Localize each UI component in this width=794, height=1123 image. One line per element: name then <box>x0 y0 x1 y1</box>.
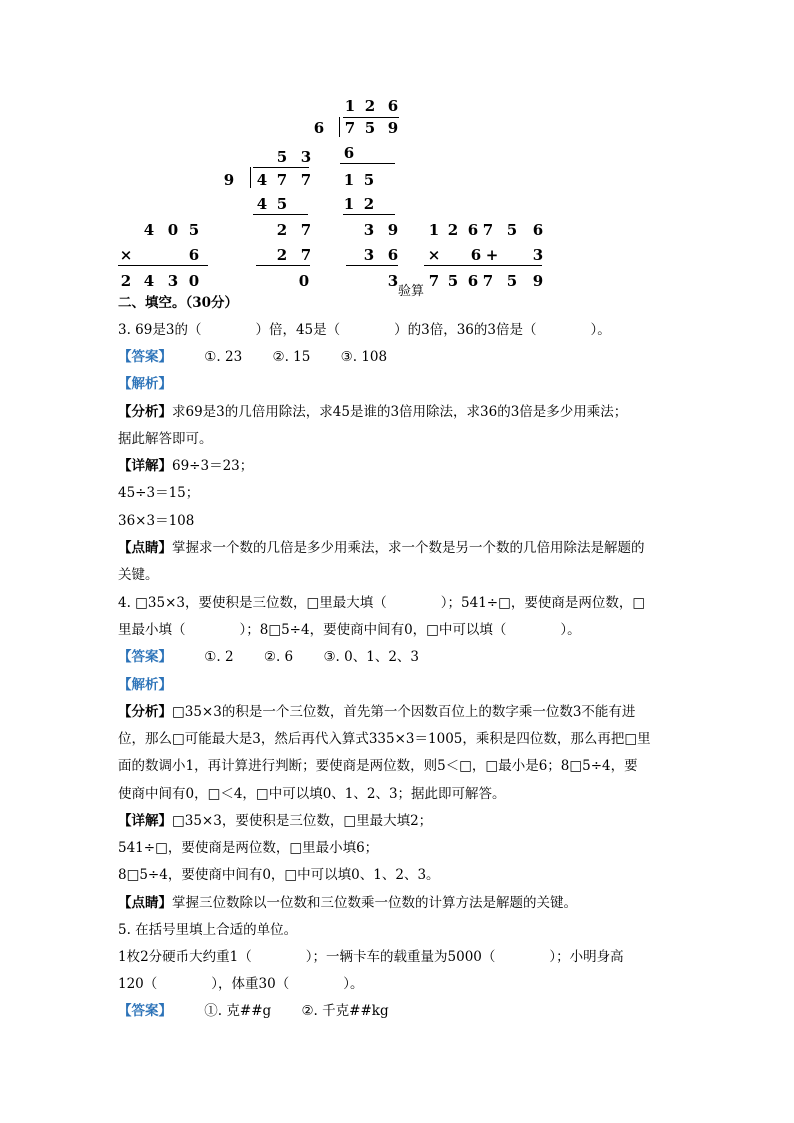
detail-text: 36×3＝108 <box>118 513 195 529</box>
step-digit: 2 <box>276 221 288 239</box>
detail-tag: 【详解】 <box>118 458 172 474</box>
quotient-digit: 5 <box>276 148 288 166</box>
check-digit: 5 <box>506 272 518 290</box>
check-digit: 7 <box>482 221 494 239</box>
analysis-text: 求69是3的几倍用除法，求45是谁的3倍用除法，求36的3倍是多少用乘法； <box>172 404 628 420</box>
times-sign: × <box>427 246 441 264</box>
step-digit: 4 <box>256 195 268 213</box>
q3-remark <box>118 538 645 558</box>
remark-text: 关键。 <box>118 567 159 583</box>
step-digit: 9 <box>387 221 399 239</box>
analysis-text: 位，那么□可能最大是3，然后再代入算式335×3＝1005，乘积是四位数，那么再把□里 <box>118 731 651 747</box>
product-digit: 2 <box>120 272 132 290</box>
jiexi-tag: 【解析】 <box>118 376 172 392</box>
analysis-text: 使商中间有0，□＜4，□中可以填0、1、2、3；据此即可解答。 <box>118 786 506 802</box>
dividend-digit: 7 <box>344 119 356 137</box>
step-digit: 5 <box>276 195 288 213</box>
step-line <box>343 214 395 215</box>
factor-digit: 4 <box>143 221 155 239</box>
q3-analysis <box>118 402 627 422</box>
step-digit: 6 <box>343 144 355 162</box>
divisor: 9 <box>223 171 235 189</box>
factor-digit: 0 <box>167 221 179 239</box>
dividend-digit: 5 <box>364 119 376 137</box>
product-digit: 0 <box>188 272 200 290</box>
division-bar <box>253 167 309 168</box>
step-digit: 1 <box>343 195 355 213</box>
check-digit: 3 <box>532 246 544 264</box>
step-line <box>340 163 395 164</box>
answer-item: ①. 2 <box>204 649 234 665</box>
remainder: 0 <box>298 272 310 290</box>
product-digit: 4 <box>143 272 155 290</box>
check-digit: 1 <box>428 221 440 239</box>
q5-answer-row <box>118 1001 389 1021</box>
q4-question-line: 4. □35×3，要使积是三位数，□里最大填（ ）；541÷□，要使商是两位数，□ <box>118 595 646 611</box>
answer-item: ③. 108 <box>340 349 388 365</box>
answer-item: ②. 千克##kg <box>301 1003 389 1019</box>
remark-text: 掌握三位数除以一位数和三位数乘一位数的计算方法是解题的关键。 <box>172 895 577 911</box>
step-line <box>256 265 310 266</box>
jiexi-tag: 【解析】 <box>118 677 172 693</box>
q4-detail <box>118 811 432 831</box>
q5-question-line: 1枚2分硬币大约重1（ ）；一辆卡车的载重量为5000（ ）；小明身高 <box>118 949 624 965</box>
answer-item: ①. 23 <box>204 349 243 365</box>
remark-tag: 【点睛】 <box>118 895 172 911</box>
check-digit: 9 <box>532 272 544 290</box>
quotient-digit: 2 <box>364 97 376 115</box>
q4-analysis <box>118 702 635 722</box>
q3-detail <box>118 456 253 476</box>
check-digit: 5 <box>447 272 459 290</box>
product-line <box>118 265 208 266</box>
dividend-digit: 9 <box>387 119 399 137</box>
step-digit: 6 <box>387 246 399 264</box>
quotient-digit: 3 <box>300 148 312 166</box>
division-bracket <box>250 167 251 188</box>
check-digit: 2 <box>447 221 459 239</box>
divisor: 6 <box>313 119 325 137</box>
step-digit: 1 <box>343 171 355 189</box>
section-title: 二、填空。（30分） <box>118 295 239 311</box>
times-sign: × <box>119 246 133 264</box>
dividend-digit: 7 <box>300 171 312 189</box>
check-digit: 6 <box>467 221 479 239</box>
step-digit: 2 <box>276 246 288 264</box>
q4-answer-row <box>118 647 419 667</box>
dividend-digit: 7 <box>276 171 288 189</box>
remark-tag: 【点睛】 <box>118 540 172 556</box>
analysis-text: 据此解答即可。 <box>118 431 213 447</box>
answer-item: ②. 6 <box>263 649 294 665</box>
detail-text: 8□5÷4，要使商中间有0，□中可以填0、1、2、3。 <box>118 867 440 883</box>
plus-sign: + <box>485 246 499 264</box>
division-bar <box>343 117 399 118</box>
quotient-digit: 6 <box>387 97 399 115</box>
detail-text: 541÷□，要使商是两位数，□里最小填6； <box>118 840 379 856</box>
step-line <box>346 265 398 266</box>
answer-tag: 【答案】 <box>118 649 172 665</box>
check-digit: 7 <box>482 272 494 290</box>
check-digit: 7 <box>428 272 440 290</box>
analysis-text: 面的数调小1，再计算进行判断；要使商是两位数，则5＜□，□最小是6；8□5÷4，要 <box>118 758 638 774</box>
step-digit: 2 <box>363 195 375 213</box>
detail-tag: 【详解】 <box>118 813 172 829</box>
dividend-digit: 4 <box>256 171 268 189</box>
detail-text: 45÷3＝15； <box>118 485 200 501</box>
check-digit: 5 <box>506 221 518 239</box>
factor-digit: 6 <box>188 246 200 264</box>
analysis-text: □35×3的积是一个三位数，首先第一个因数百位上的数字乘一位数3不能有进 <box>172 704 636 720</box>
check-digit: 6 <box>470 246 482 264</box>
step-line <box>253 214 308 215</box>
q3-question: 3. 69是3的（ ）倍，45是（ ）的3倍，36的3倍是（ ）。 <box>118 322 611 338</box>
analysis-tag: 【分析】 <box>118 704 172 720</box>
step-digit: 3 <box>363 246 375 264</box>
check-label: 验算 <box>398 284 425 299</box>
q4-remark <box>118 893 577 913</box>
remark-text: 掌握求一个数的几倍是多少用乘法，求一个数是另一个数的几倍用除法是解题的 <box>172 540 645 556</box>
q5-question-line: 120（ ），体重30（ ）。 <box>118 976 364 992</box>
check-digit: 6 <box>467 272 479 290</box>
quotient-digit: 1 <box>344 97 356 115</box>
answer-tag: 【答案】 <box>118 349 172 365</box>
step-digit: 7 <box>300 246 312 264</box>
answer-item: ①. 克##g <box>204 1003 272 1019</box>
q5-question: 5. 在括号里填上合适的单位。 <box>118 922 298 938</box>
factor-digit: 5 <box>188 221 200 239</box>
detail-text: □35×3，要使积是三位数，□里最大填2； <box>172 813 433 829</box>
step-digit: 5 <box>363 171 375 189</box>
check-line <box>424 265 542 266</box>
analysis-tag: 【分析】 <box>118 404 172 420</box>
step-digit: 3 <box>363 221 375 239</box>
q3-answer-row <box>118 347 387 367</box>
answer-tag: 【答案】 <box>118 1003 172 1019</box>
product-digit: 3 <box>167 272 179 290</box>
check-digit: 6 <box>532 221 544 239</box>
q4-question-line: 里最小填（ ）；8□5÷4，要使商中间有0，□中可以填（ ）。 <box>118 622 581 638</box>
remainder: 3 <box>387 272 399 290</box>
answer-item: ②. 15 <box>272 349 311 365</box>
detail-text: 69÷3＝23； <box>172 458 254 474</box>
answer-item: ③. 0、1、2、3 <box>323 649 419 665</box>
step-digit: 7 <box>300 221 312 239</box>
